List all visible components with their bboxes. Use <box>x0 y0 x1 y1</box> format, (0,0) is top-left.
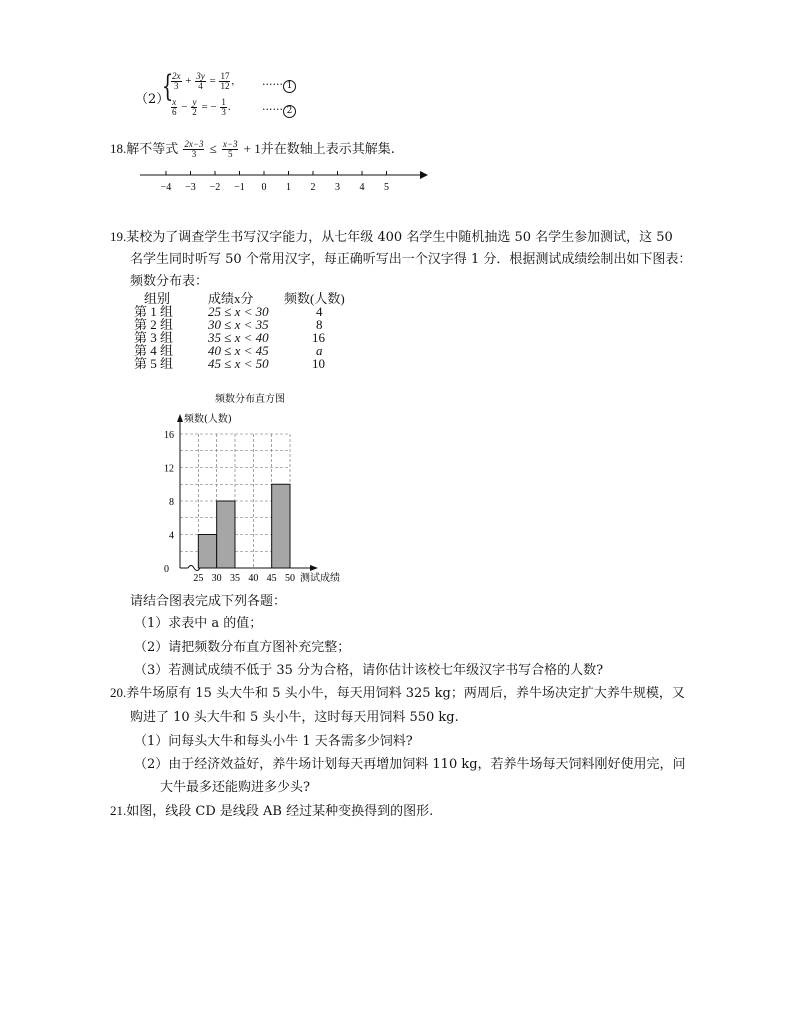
table-cell: 第 5 组 <box>134 356 174 371</box>
equation-2-marker: ······ 2 <box>262 103 296 118</box>
question-19-line2: 名学生同时听写 50 个常用汉字，每正确听写出一个汉字得 1 分．根据测试成绩绘制出如下图表： <box>130 252 692 267</box>
table-header: 频数(人数) <box>284 291 345 306</box>
number-line-tick-label: −3 <box>185 182 196 193</box>
number-line-tick-label: −4 <box>160 182 172 193</box>
table-cell: 30 ≤ x < 35 <box>208 317 269 332</box>
question-20-sub2-cont: 大牛最多还能购进多少头? <box>160 780 310 795</box>
number-line-tick-label: 4 <box>359 182 365 193</box>
question-20-line2: 购进了 10 头大牛和 5 头小牛，这时每天用饲料 550 kg. <box>130 710 459 725</box>
table-cell: 40 ≤ x < 45 <box>208 343 269 358</box>
equation-1-marker: ······ 1 <box>262 78 296 93</box>
number-line-tick-label: −2 <box>209 182 221 193</box>
table-cell: 第 4 组 <box>134 343 174 358</box>
x-tick-label: 45 <box>266 573 277 584</box>
q17-2-label: （2） <box>135 92 170 107</box>
question-21: 21.如图，线段 CD 是线段 AB 经过某种变换得到的图形. <box>110 803 434 819</box>
chart-title: 频数分布直方图 <box>215 394 285 405</box>
number-line-tick-label: 1 <box>286 182 291 193</box>
origin-label: 0 <box>164 564 169 575</box>
table-cell: a <box>316 343 323 358</box>
question-18: 18.解不等式 $\frac{2x-3}{3}$ ≤ $\frac{x-3}{5}$ + 1并在数轴上表示其解集. <box>110 139 395 159</box>
question-20-line1: 20.养牛场原有 15 头大牛和 5 头小牛，每天用饲料 325 kg；两周后，养牛场决定扩大养牛规模，又 <box>110 685 685 701</box>
y-axis-arrow <box>177 414 183 422</box>
table-header: 成绩x分 <box>208 291 254 306</box>
table-cell: 8 <box>316 317 323 332</box>
number-line-tick-label: −1 <box>234 182 245 193</box>
question-19-sub3: （3）若测试成绩不低于 35 分为合格，请你估计该校七年级汉字书写合格的人数? <box>134 663 604 678</box>
system-brace: { <box>161 69 174 104</box>
question-20-sub1: （1）问每头大牛和每头小牛 1 天各需多少饲料? <box>134 734 413 749</box>
table-cell: 16 <box>312 330 325 345</box>
equation-2: $\frac{x}{6}$ − $\frac{y}{2}$ = − $\frac{1}{3}$ . <box>172 97 231 117</box>
table-cell: 4 <box>316 304 323 319</box>
number-line-tick-label: 2 <box>310 182 316 193</box>
x-tick-label: 50 <box>285 573 295 584</box>
equation-1: $\frac{2x}{3}$ + $\frac{3y}{4}$ = $\frac{17}{12}$ , <box>172 71 235 91</box>
y-tick-label: 8 <box>169 497 174 508</box>
table-cell: 第 2 组 <box>134 317 174 332</box>
x-tick-label: 30 <box>211 573 222 584</box>
table-cell: 10 <box>312 356 325 371</box>
number-line-arrow <box>420 171 428 179</box>
x-tick-label: 25 <box>193 573 204 584</box>
question-20-sub2: （2）由于经济效益好，养牛场计划每天再增加饲料 110 kg，若养牛场每天饲料刚好使用完，问 <box>134 757 686 772</box>
table-row <box>134 357 349 370</box>
table-header: 组别 <box>144 291 171 306</box>
question-19-sub1: （1）求表中 a 的值； <box>134 616 263 631</box>
histogram-bar <box>217 501 235 568</box>
question-19-sub2: （2）请把频数分布直方图补充完整； <box>134 640 351 655</box>
number-line-tick-label: 3 <box>335 182 340 193</box>
number-line <box>140 165 430 197</box>
y-tick-label: 12 <box>164 463 174 475</box>
frequency-table <box>134 292 349 370</box>
histogram-chart <box>140 388 370 584</box>
table-cell: 第 1 组 <box>134 304 174 319</box>
table-cell: 45 ≤ x < 50 <box>208 356 269 371</box>
y-axis-label: 频数(人数) <box>184 414 232 425</box>
histogram-bar <box>198 535 216 569</box>
y-tick-label: 4 <box>169 530 174 542</box>
table-cell: 25 ≤ x < 30 <box>208 304 269 319</box>
number-line-tick-label: 5 <box>384 182 389 193</box>
y-tick-label: 16 <box>164 430 174 441</box>
x-tick-label: 35 <box>230 573 240 584</box>
question-19-line3: 频数分布表： <box>130 274 209 289</box>
x-tick-label: 40 <box>248 573 259 584</box>
number-line-tick-label: 0 <box>261 182 267 193</box>
x-axis-label: 测试成绩 <box>300 573 340 584</box>
histogram-bar <box>272 484 290 568</box>
question-19-prompt: 请结合图表完成下列各题： <box>130 594 287 609</box>
table-cell: 35 ≤ x < 40 <box>208 330 269 345</box>
x-axis-arrow <box>310 565 318 571</box>
question-19-line1: 19.某校为了调查学生书写汉字能力，从七年级 400 名学生中随机抽选 50 名学生参加测试，这 50 <box>110 229 673 245</box>
table-cell: 第 3 组 <box>134 330 174 345</box>
